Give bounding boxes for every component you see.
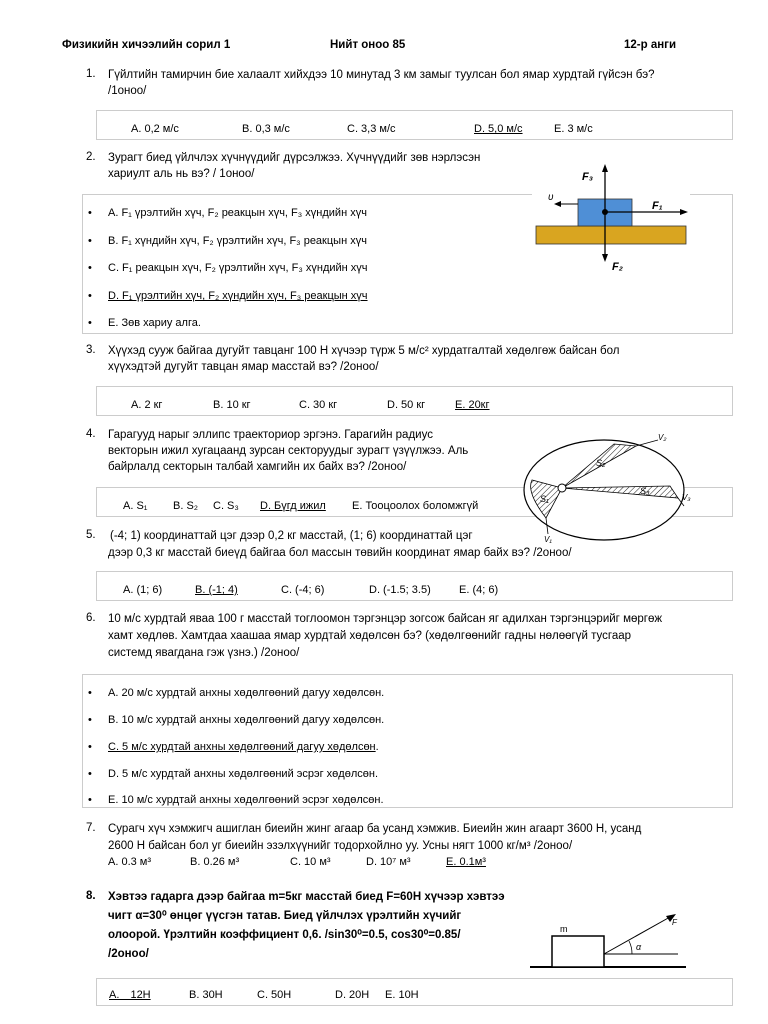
q1-option-b[interactable]: B. 0,3 м/с (242, 123, 290, 135)
q8-answer-box (96, 978, 733, 1006)
q6-option-d[interactable]: • D. 5 м/с хурдтай анхны хөдөлгөөний эсрэг хөдөлсөн. (108, 768, 378, 780)
q8-label-f: F (672, 918, 677, 927)
q8-number: 8. (86, 890, 96, 902)
q1-option-a[interactable]: A. 0,2 м/с (131, 123, 179, 135)
q4-option-a[interactable]: A. S₁ (123, 500, 148, 512)
q6-option-c[interactable]: • C. 5 м/с хурдтай анхны хөдөлгөөний дагуу хөдөлсөн. (108, 741, 379, 753)
q6-option-b[interactable]: • B. 10 м/с хурдтай анхны хөдөлгөөний дагуу хөдөлсөн. (108, 714, 384, 726)
q5-text-line1: (-4; 1) координаттай цэг дээр 0,2 кг масстай, (1; 6) координаттай цэг (110, 530, 473, 542)
q2-option-e[interactable]: • E. Зөв хариу алга. (108, 317, 201, 329)
q8-text-line3: олоорой. Үрэлтийн коэффициент 0,6. /sin30⁰=0.5, cos30⁰=0.85/ (108, 929, 461, 941)
q4-label-s3: S₃ (640, 486, 650, 496)
q5-option-d[interactable]: D. (-1.5; 3.5) (369, 584, 431, 596)
q8-option-b[interactable]: B. 30Н (189, 989, 223, 1001)
q8-label-m: m (560, 924, 568, 934)
q4-label-v3: V₃ (682, 493, 691, 502)
q4-option-b[interactable]: B. S₂ (173, 500, 199, 512)
q5-option-e[interactable]: E. (4; 6) (459, 584, 499, 596)
q2-text-line2: хариулт аль нь вэ? / 1оноо/ (108, 168, 255, 180)
q3-option-a[interactable]: A. 2 кг (131, 399, 163, 411)
q7-text-line1: Сурагч хүч хэмжигч ашиглан биеийн жинг агаар ба усанд хэмжив. Биеийн жин агаарт 3600 Н, усанд (108, 823, 642, 835)
q3-text-line2: хүүхэдтэй дугуйт тавцан ямар масстай вэ? /2оноо/ (108, 361, 379, 373)
q1-text-line1: Гүйлтийн тамирчин бие халаалт хийхдээ 10 минутад 3 км замыг туулсан бол ямар хурдтай гүйсэн бэ? (108, 69, 655, 81)
q6-option-a[interactable]: • A. 20 м/с хурдтай анхны хөдөлгөөний дагуу хөдөлсөн. (108, 687, 384, 699)
q3-option-c[interactable]: C. 30 кг (299, 399, 338, 411)
q8-option-e[interactable]: E. 10Н (385, 989, 419, 1001)
header-subject: Физикийн хичээлийн сорил 1 (62, 39, 231, 51)
q8-option-c[interactable]: C. 50Н (257, 989, 292, 1001)
q2-option-a[interactable]: • A. F₁ үрэлтийн хүч, F₂ реакцын хүч, F₃ хүндийн хүч (108, 207, 367, 219)
q7-number: 7. (86, 822, 96, 834)
q4-text-line2: векторын ижил хугацаанд зурсан секторуудыг зурагт үзүүлжээ. Аль (108, 445, 469, 457)
q5-option-a[interactable]: A. (1; 6) (123, 584, 163, 596)
q2-option-c[interactable]: • C. F₁ реакцын хүч, F₂ үрэлтийн хүч, F₃ хүндийн хүч (108, 262, 368, 274)
q8-text-line1: Хэвтээ гадарга дээр байгаа m=5кг масстай биед F=60Н хүчээр хэвтээ (108, 891, 505, 903)
q6-answer-box (82, 674, 733, 808)
q8-block-pull-diagram (528, 912, 688, 972)
q2-force-diagram (532, 152, 690, 278)
q2-text-line1: Зурагт биед үйлчлэх хүчнүүдийг дүрсэлжээ. Хүчнүүдийг зөв нэрлэсэн (108, 152, 481, 164)
q2-ground (536, 226, 686, 244)
q1-answer-box (96, 110, 733, 140)
q6-option-c-text: C. 5 м/с хурдтай анхны хөдөлгөөний дагуу хөдөлсөн (108, 741, 376, 753)
q4-label-v1: V₁ (544, 535, 552, 544)
q7-option-a[interactable]: A. 0.3 м³ (108, 856, 152, 868)
q3-option-b[interactable]: B. 10 кг (213, 399, 251, 411)
q2-option-b[interactable]: • B. F₁ хүндийн хүч, F₂ үрэлтийн хүч, F₃ реакцын хүч (108, 235, 367, 247)
q2-number: 2. (86, 151, 96, 163)
q6-option-e[interactable]: • E. 10 м/с хурдтай анхны хөдөлгөөний эсрэг хөдөлсөн. (108, 794, 384, 806)
q4-option-d[interactable]: D. Бүгд ижил (260, 500, 326, 512)
header-grade: 12-р анги (624, 39, 677, 51)
q8-text-line2: чигт α=30⁰ өнцөг үүсгэн татав. Биед үйлчлэх үрэлтийн хүчийг (108, 910, 462, 922)
q1-option-c[interactable]: C. 3,3 м/с (347, 123, 396, 135)
q7-option-c[interactable]: C. 10 м³ (290, 856, 331, 868)
q3-text-line1: Хүүхэд сууж байгаа дугуйт тавцанг 100 Н хүчээр түрж 5 м/с² хурдатгалтай хөдөлгөж байсан бол (108, 345, 620, 357)
q3-number: 3. (86, 344, 96, 356)
q4-text-line3: байрлалд секторын талбай хамгийн их байх вэ? /2оноо/ (108, 461, 407, 473)
q5-text-line2: дээр 0,3 кг масстай биеүд байгаа бол массын төвийн координат ямар байх вэ? /2оноо/ (108, 547, 572, 559)
q1-number: 1. (86, 68, 96, 80)
q4-option-e[interactable]: E. Тооцоолох боломжгүй (352, 500, 479, 512)
q5-answer-box (96, 571, 733, 601)
q4-option-c[interactable]: C. S₃ (213, 500, 239, 512)
q4-number: 4. (86, 428, 96, 440)
header-total-score: Нийт оноо 85 (330, 39, 406, 51)
q4-label-s2: S₂ (596, 458, 606, 468)
q7-option-e[interactable]: E. 0.1м³ (446, 856, 486, 868)
q3-option-d[interactable]: D. 50 кг (387, 399, 426, 411)
q2-label-f1: F₁ (652, 200, 663, 212)
q5-option-b[interactable]: B. (-1; 4) (195, 584, 238, 596)
q6-text-line3: системд явагдана гэж үзнэ.) /2оноо/ (108, 647, 300, 659)
q8-option-a[interactable]: A. 12Н (109, 989, 151, 1001)
q1-option-e[interactable]: E. 3 м/с (554, 123, 593, 135)
q6-text-line1: 10 м/с хурдтай яваа 100 г масстай тоглоомон тэргэнцэр зогсож байсан яг адилхан тэргэнцэрийг мөргөж (108, 613, 663, 625)
q4-label-s1: S₁ (540, 494, 549, 504)
q2-label-f2: F₂ (612, 261, 623, 273)
q8-option-d[interactable]: D. 20Н (335, 989, 370, 1001)
q6-number: 6. (86, 612, 96, 624)
q7-text-line2: 2600 Н байсан бол уг биеийн эзэлхүүнийг тодорхойлно уу. Усны нягт 1000 кг/м³ /2оноо/ (108, 840, 573, 852)
q8-label-alpha: α (636, 942, 642, 952)
q8-text-line4: /2оноо/ (108, 948, 149, 960)
q5-number: 5. (86, 529, 96, 541)
q4-label-v2: V₂ (658, 433, 667, 442)
q7-option-d[interactable]: D. 10⁷ м³ (366, 856, 411, 868)
q2-label-v: υ (548, 192, 554, 203)
q2-option-d[interactable]: • D. F₁ үрэлтийн хүч, F₂ хүндийн хүч, F₃ реакцын хүч (108, 290, 368, 302)
q4-ellipse-orbit-diagram (518, 428, 696, 546)
q2-label-f3: F₃ (582, 171, 593, 183)
q7-option-b[interactable]: B. 0.26 м³ (190, 856, 240, 868)
q8-block (552, 936, 604, 967)
q1-option-d[interactable]: D. 5,0 м/с (474, 123, 523, 135)
q6-text-line2: хамт хөдлөв. Хамтдаа хаашаа ямар хурдтай хөдөлсөн бэ? (хөдөлгөөнийг гадны нөлөөгүй тусгаар (108, 630, 632, 642)
q5-option-c[interactable]: C. (-4; 6) (281, 584, 325, 596)
q3-answer-box (96, 386, 733, 416)
q3-option-e[interactable]: E. 20кг (455, 399, 490, 411)
q4-text-line1: Гарагууд нарыг эллипс траекториор эргэнэ. Гарагийн радиус (108, 429, 433, 441)
q1-text-line2: /1оноо/ (108, 85, 147, 97)
